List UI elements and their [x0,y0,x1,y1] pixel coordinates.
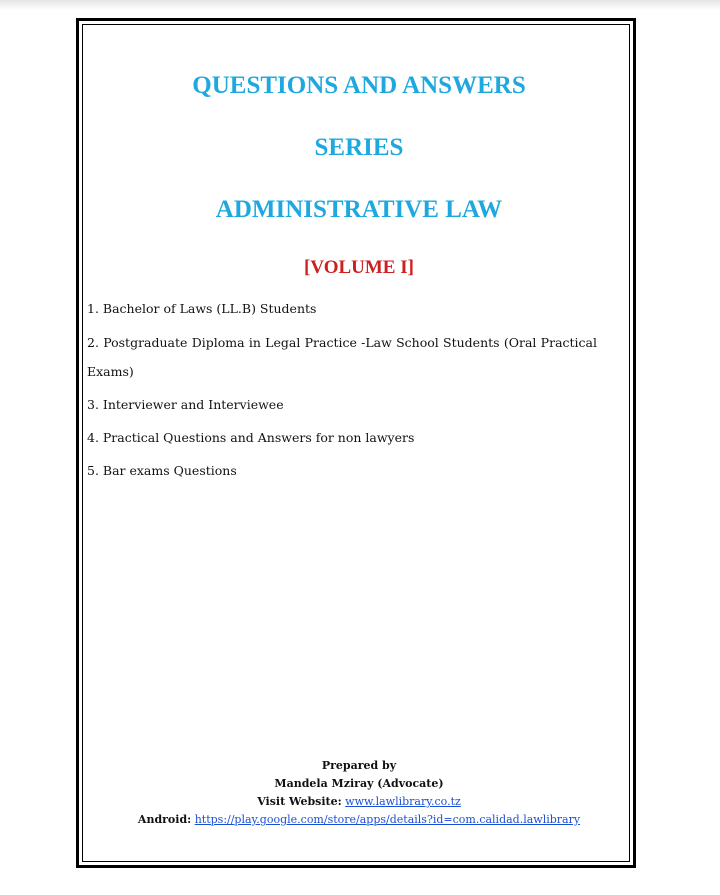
list-item: 5. Bar exams Questions [87,463,237,478]
viewer-top-shadow [0,0,720,10]
title-line-1: QUESTIONS AND ANSWERS [192,72,526,99]
android-link[interactable]: https://play.google.com/store/apps/details?id=com.calidad.lawlibrary [194,813,581,826]
volume-label: [VOLUME I] [304,257,414,278]
footer-website [79,792,639,811]
footer-author [79,774,639,793]
footer-android [79,810,639,829]
list-item: 3. Interviewer and Interviewee [87,397,284,412]
subject-heading: ADMINISTRATIVE LAW [215,196,503,223]
list-item: 2. Postgraduate Diploma in Legal Practice -Law School Students (Oral Practical [87,335,597,350]
author-name: Mandela Mziray (Advocate) [274,777,444,790]
website-label: Visit Website: [257,795,342,808]
website-link[interactable]: www.lawlibrary.co.tz [345,795,461,808]
list-item-continued: Exams) [87,364,134,379]
prepared-by-text: Prepared by [321,759,397,772]
document-page [76,18,636,868]
list-item: 1. Bachelor of Laws (LL.B) Students [87,301,317,316]
title-line-2: SERIES [314,134,404,161]
android-label: Android: [137,813,192,826]
list-item: 4. Practical Questions and Answers for non lawyers [87,430,415,445]
footer-prepared-by [79,756,639,775]
